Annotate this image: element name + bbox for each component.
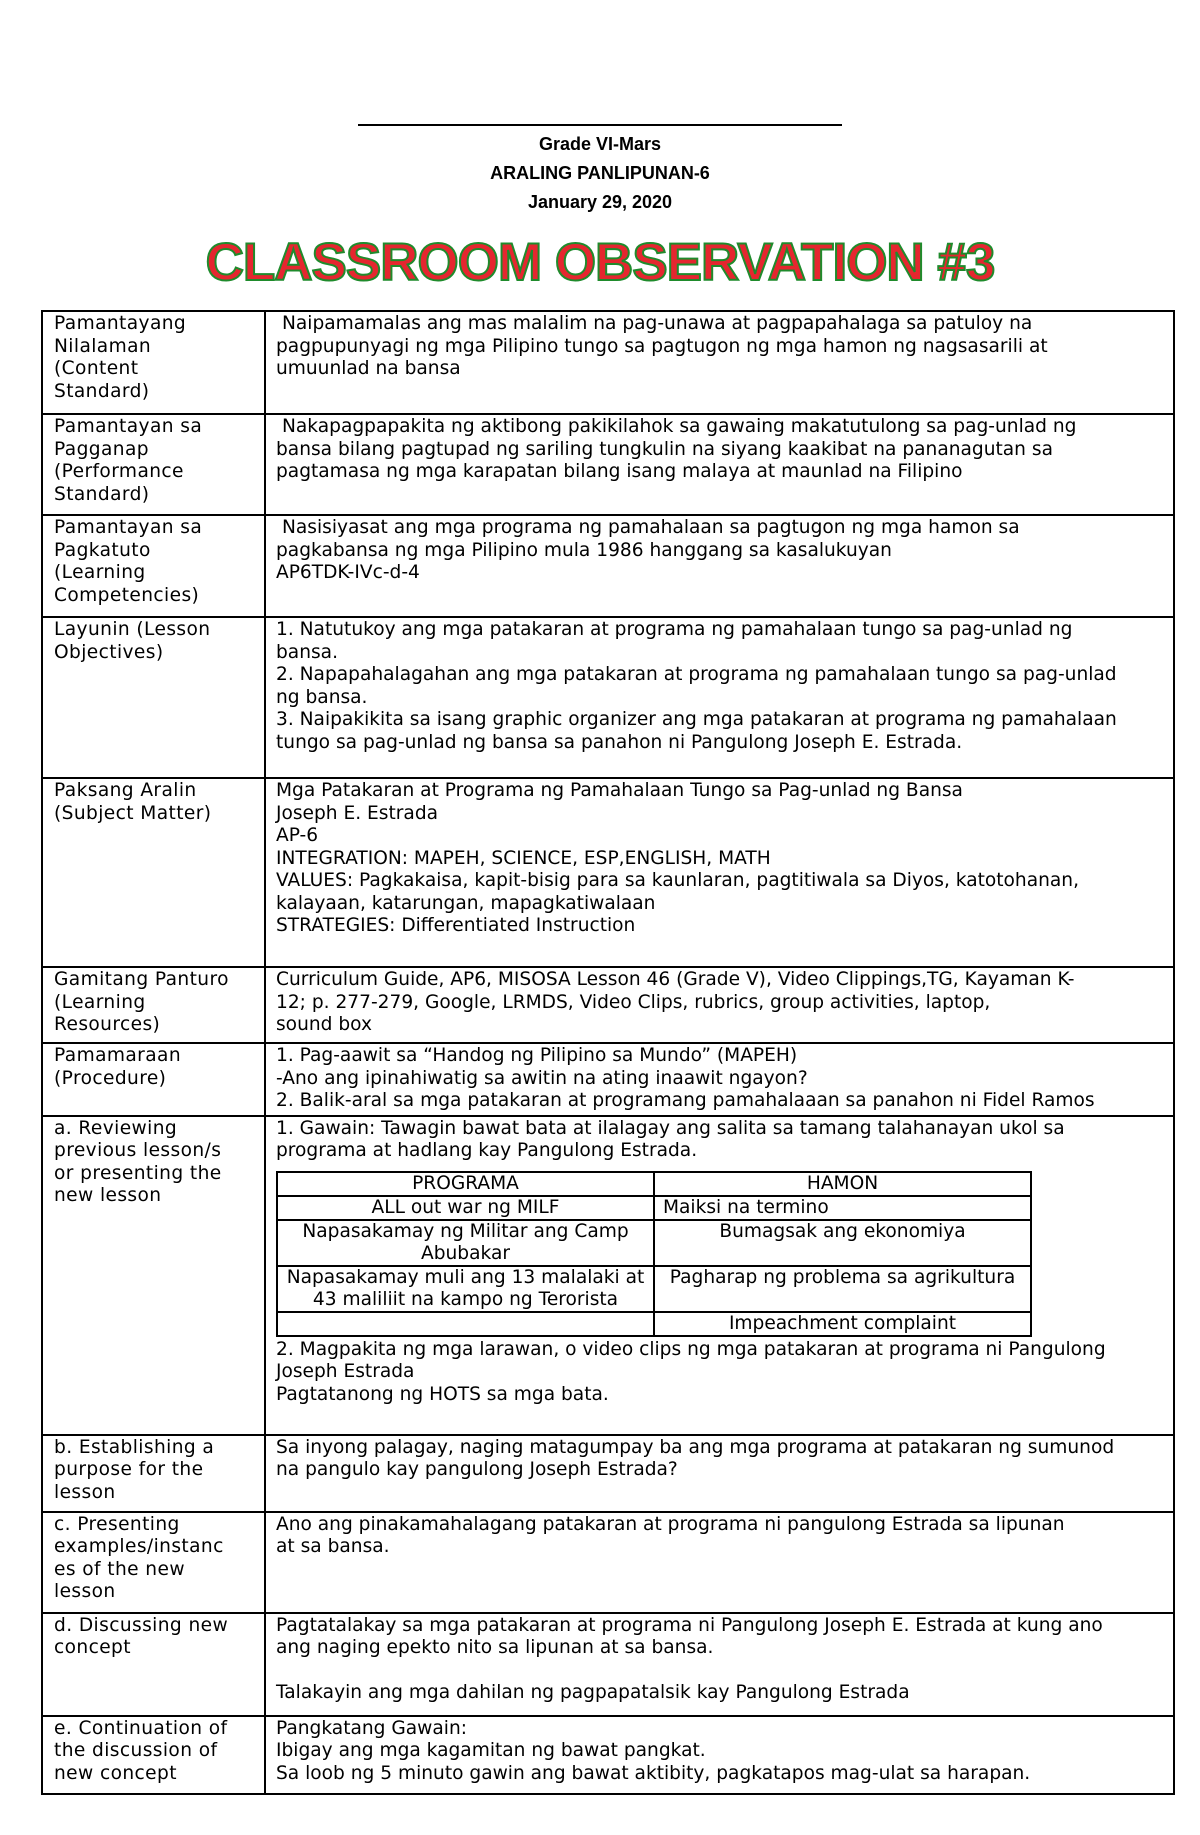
text-line: Standard) xyxy=(54,483,150,505)
programa-cell xyxy=(277,1312,654,1336)
hamon-cell: Pagharap ng problema sa agrikultura xyxy=(654,1266,1031,1312)
text-line: previous lesson/s xyxy=(54,1140,222,1161)
text-line: (Learning xyxy=(54,991,146,1013)
text-line: purpose for the xyxy=(54,1459,204,1480)
text-line: kalayaan, katarungan, mapagkatiwalaan xyxy=(276,892,656,914)
text-line: pagkabansa ng mga Pilipino mula 1986 hanggang sa kasalukuyan xyxy=(276,539,892,561)
text-line: the discussion of xyxy=(54,1740,218,1761)
text-line: Pamantayang xyxy=(54,313,187,334)
grade-heading: Grade VI-Mars xyxy=(538,134,662,154)
text-line: Joseph E. Estrada xyxy=(276,802,439,824)
hamon-cell: Maiksi na termino xyxy=(654,1196,1031,1220)
text-line: na pangulo kay pangulong Joseph Estrada? xyxy=(276,1459,678,1480)
text-line: Joseph Estrada xyxy=(276,1361,415,1382)
text-line: concept xyxy=(54,1637,131,1658)
text-line: Pamantayan sa xyxy=(54,416,203,437)
content-cell xyxy=(265,1043,1174,1116)
text-line: Pagtatanong ng HOTS sa mga bata. xyxy=(276,1383,609,1405)
text-line: Resources) xyxy=(54,1014,161,1035)
programa-cell: Napasakamay muli ang 13 malalaki at 43 maliliit na kampo ng Terorista xyxy=(277,1266,654,1312)
text-line: Pamamaraan xyxy=(54,1045,182,1066)
label-cell xyxy=(42,414,265,515)
text-line: (Performance xyxy=(54,461,184,482)
text-line: Nasisiyasat ang mga programa ng pamahalaan sa pagtugon ng mga hamon sa xyxy=(282,517,1020,538)
text-line: examples/instanc xyxy=(54,1536,224,1557)
text-line: bansa. xyxy=(276,641,338,663)
row-performance-standard xyxy=(42,414,1174,515)
text-line: INTEGRATION: MAPEH, SCIENCE, ESP,ENGLISH, MATH xyxy=(276,847,771,869)
content-cell xyxy=(265,515,1174,617)
row-reviewing xyxy=(42,1116,1174,1435)
text-line: e. Continuation of xyxy=(54,1717,228,1739)
discussing-text xyxy=(276,1615,1163,1660)
row-resources xyxy=(42,967,1174,1043)
content-cell xyxy=(265,1435,1174,1512)
label-cell xyxy=(42,1116,265,1435)
text-line: Pagkatuto xyxy=(54,539,151,561)
text-line: lesson xyxy=(54,1481,116,1503)
content-cell xyxy=(265,311,1174,414)
text-line: d. Discussing new xyxy=(54,1614,229,1636)
label-cell xyxy=(42,1716,265,1794)
content-cell xyxy=(265,967,1174,1043)
text-line: Pangkatang Gawain: xyxy=(276,1717,467,1739)
row-objectives xyxy=(42,617,1174,778)
label-cell xyxy=(42,967,265,1043)
text-line: 2. Magpakita ng mga larawan, o video clips ng mga patakaran at programa ni Pangulong xyxy=(276,1338,1106,1360)
text-line: Talakayin ang mga dahilan ng pagpapatalsik kay Pangulong Estrada xyxy=(276,1681,910,1703)
text-line: pagtamasa ng mga karapatan bilang isang malaya at maunlad na Filipino xyxy=(276,461,963,482)
text-line: bansa bilang pagtupad ng sariling tungkulin na siyang kaakibat na pananagutan sa xyxy=(276,438,1053,460)
text-line: Competencies) xyxy=(54,584,200,606)
row-continuation xyxy=(42,1716,1174,1794)
inner-row xyxy=(277,1266,1031,1312)
text-line: Pamantayan sa xyxy=(54,517,203,538)
text-line: 1. Pag-aawit sa “Handog ng Pilipino sa Mundo” (MAPEH) xyxy=(276,1045,798,1066)
lesson-plan-table xyxy=(41,310,1175,1795)
text-line: lesson xyxy=(54,1581,116,1602)
text-line: AP6TDK-IVc-d-4 xyxy=(276,562,420,583)
text-line: 2. Balik-aral sa mga patakaran at programang pamahalaaan sa panahon ni Fidel Ramos xyxy=(276,1090,1095,1111)
header-hamon: HAMON xyxy=(654,1172,1031,1196)
row-content-standard xyxy=(42,311,1174,414)
label-cell xyxy=(42,515,265,617)
inner-row xyxy=(277,1312,1031,1336)
hamon-cell: Impeachment complaint xyxy=(654,1312,1031,1336)
text-line: tungo sa pag-unlad ng bansa sa panahon ni Pangulong Joseph E. Estrada. xyxy=(276,731,963,753)
text-line: Paksang Aralin xyxy=(54,780,197,801)
text-line: new concept xyxy=(54,1762,177,1784)
text-line: new lesson xyxy=(54,1185,162,1206)
inner-row xyxy=(277,1220,1031,1266)
reviewing-intro xyxy=(276,1118,1163,1163)
label-cell xyxy=(42,1613,265,1716)
content-cell xyxy=(265,778,1174,967)
inner-header-row xyxy=(277,1172,1031,1196)
content-cell xyxy=(265,1512,1174,1613)
content-cell xyxy=(265,617,1174,778)
label-cell xyxy=(42,311,265,414)
signature-line xyxy=(358,124,842,126)
text-line: 3. Naipakikita sa isang graphic organizer ang mga patakaran at programa ng pamahalaan xyxy=(276,709,1117,730)
row-presenting xyxy=(42,1512,1174,1613)
text-line: Layunin (Lesson xyxy=(54,619,211,640)
text-line: Sa inyong palagay, naging matagumpay ba ang mga programa at patakaran ng sumunod xyxy=(276,1436,1115,1458)
content-cell xyxy=(265,1613,1174,1716)
label-cell xyxy=(42,778,265,967)
text-line: VALUES: Pagkakaisa, kapit-bisig para sa kaunlaran, pagtitiwala sa Diyos, katotohanan, xyxy=(276,870,1079,891)
row-purpose xyxy=(42,1435,1174,1512)
text-line: (Procedure) xyxy=(54,1067,167,1089)
row-subject-matter xyxy=(42,778,1174,967)
discussing-followup xyxy=(276,1682,1163,1705)
row-procedure xyxy=(42,1043,1174,1116)
text-line: Ibigay ang mga kagamitan ng bawat pangkat. xyxy=(276,1740,706,1761)
text-line: c. Presenting xyxy=(54,1513,180,1535)
text-line: Nilalaman xyxy=(54,335,152,357)
text-line: Pagganap xyxy=(54,438,149,460)
text-line: sound box xyxy=(276,1014,372,1035)
text-line: (Content xyxy=(54,358,139,379)
text-line: (Learning xyxy=(54,562,146,583)
text-line: (Subject Matter) xyxy=(54,802,212,824)
text-line: 1. Natutukoy ang mga patakaran at programa ng pamahalaan tungo sa pag-unlad ng xyxy=(276,619,1073,640)
content-cell xyxy=(265,414,1174,515)
row-learning-competencies xyxy=(42,515,1174,617)
text-line: pagpupunyagi ng mga Pilipino tungo sa pagtugon ng mga hamon ng nagsasarili at xyxy=(276,335,1048,357)
text-line: Standard) xyxy=(54,380,150,402)
text-line: b. Establishing a xyxy=(54,1436,215,1458)
text-line: Mga Patakaran at Programa ng Pamahalaan Tungo sa Pag-unlad ng Bansa xyxy=(276,780,963,801)
text-line: STRATEGIES: Differentiated Instruction xyxy=(276,915,636,936)
text-line: Objectives) xyxy=(54,641,164,663)
text-line: 12; p. 277-279, Google, LRMDS, Video Clips, rubrics, group activities, laptop, xyxy=(276,991,991,1013)
text-line: es of the new xyxy=(54,1558,185,1580)
text-line: or presenting the xyxy=(54,1162,222,1184)
text-line: 2. Napapahalagahan ang mga patakaran at programa ng pamahalaan tungo sa pag-unlad xyxy=(276,664,1117,685)
text-line: Naipamamalas ang mas malalim na pag-unawa at pagpapahalaga sa patuloy na xyxy=(282,313,1033,334)
text-line: AP-6 xyxy=(276,825,319,846)
content-cell xyxy=(265,1116,1174,1435)
programa-cell: ALL out war ng MILF xyxy=(277,1196,654,1220)
inner-row xyxy=(277,1196,1031,1220)
row-discussing xyxy=(42,1613,1174,1716)
label-cell xyxy=(42,1043,265,1116)
text-line: Curriculum Guide, AP6, MISOSA Lesson 46 (Grade V), Video Clippings,TG, Kayaman K- xyxy=(276,969,1075,990)
text-line: Sa loob ng 5 minuto gawin ang bawat aktibity, pagkatapos mag-ulat sa harapan. xyxy=(276,1762,1031,1784)
reviewing-followup xyxy=(276,1339,1163,1407)
programa-cell: Napasakamay ng Militar ang Camp Abubakar xyxy=(277,1220,654,1266)
text-line: at sa bansa. xyxy=(276,1536,390,1557)
label-cell xyxy=(42,617,265,778)
text-line: Nakapagpapakita ng aktibong pakikilahok sa gawaing makatutulong sa pag-unlad ng xyxy=(282,416,1077,437)
text-line: a. Reviewing xyxy=(54,1117,178,1139)
date-heading: January 29, 2020 xyxy=(527,192,673,212)
text-line: programa at hadlang kay Pangulong Estrada. xyxy=(276,1140,698,1161)
header-programa: PROGRAMA xyxy=(277,1172,654,1196)
text-line: umuunlad na bansa xyxy=(276,358,461,379)
text-line: ng bansa. xyxy=(276,686,368,708)
text-line: Ano ang pinakamahalagang patakaran at programa ni pangulong Estrada sa lipunan xyxy=(276,1513,1065,1535)
programa-hamon-table xyxy=(276,1171,1032,1337)
label-cell xyxy=(42,1512,265,1613)
page-title: CLASSROOM OBSERVATION #3 xyxy=(205,233,995,292)
text-line: Pagtatalakay sa mga patakaran at programa ni Pangulong Joseph E. Estrada at kung ano xyxy=(276,1614,1103,1636)
text-line: Gamitang Panturo xyxy=(54,969,229,990)
subject-heading: ARALING PANLIPUNAN-6 xyxy=(490,163,710,183)
hamon-cell: Bumagsak ang ekonomiya xyxy=(654,1220,1031,1266)
label-cell xyxy=(42,1435,265,1512)
text-line: 1. Gawain: Tawagin bawat bata at ilalagay ang salita sa tamang talahanayan ukol sa xyxy=(276,1117,1065,1139)
content-cell xyxy=(265,1716,1174,1794)
text-line: -Ano ang ipinahiwatig sa awitin na ating inaawit ngayon? xyxy=(276,1067,808,1089)
text-line: ang naging epekto nito sa lipunan at sa bansa. xyxy=(276,1637,714,1658)
